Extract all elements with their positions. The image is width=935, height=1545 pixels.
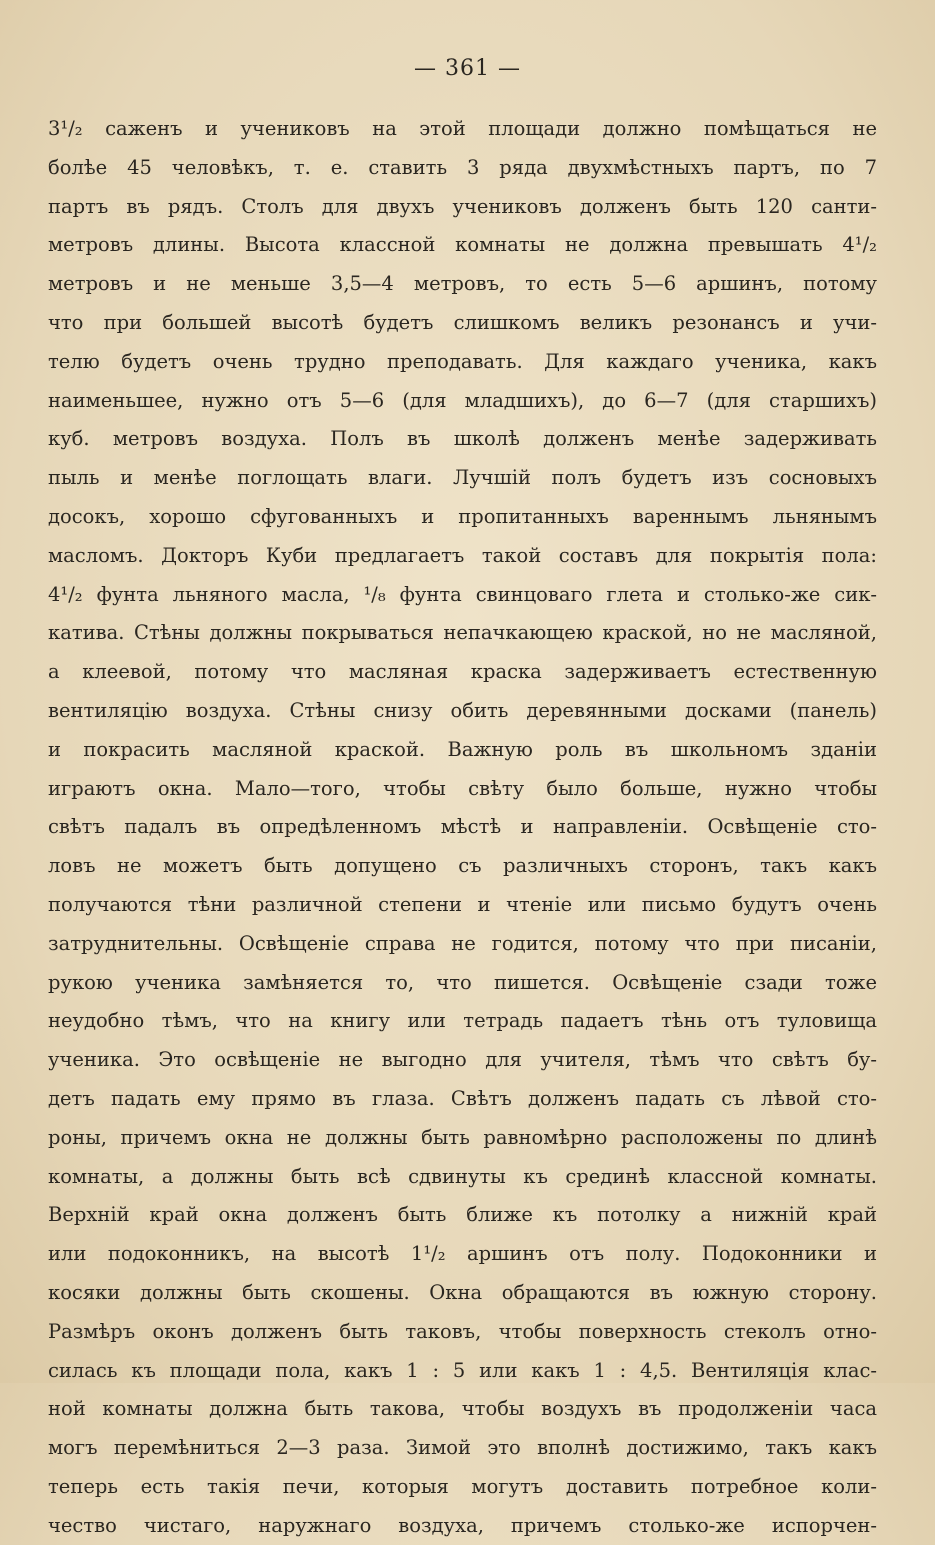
- text-line: свѣтъ падалъ въ опредѣленномъ мѣстѣ и направленіи. Освѣщеніе сто-: [48, 815, 877, 839]
- text-line: телю будетъ очень трудно преподавать. Для каждаго ученика, какъ: [48, 349, 877, 373]
- page-number: — 361 —: [414, 56, 521, 81]
- text-line: и покрасить масляной краской. Важную роль въ школьномъ зданіи: [48, 737, 877, 761]
- text-line: получаются тѣни различной степени и чтеніе или письмо будутъ очень: [48, 892, 877, 916]
- text-line: ной комнаты должна быть такова, чтобы воздухъ въ продолженіи часа: [48, 1397, 877, 1421]
- text-line: ловъ не можетъ быть допущено съ различныхъ сторонъ, такъ какъ: [48, 854, 877, 878]
- text-line: наименьшее, нужно отъ 5—6 (для младшихъ), до 6—7 (для старшихъ): [48, 388, 877, 412]
- text-line: а клеевой, потому что масляная краска задерживаетъ естественную: [48, 660, 877, 684]
- text-line: теперь есть такія печи, которыя могутъ доставить потребное коли-: [48, 1474, 877, 1498]
- text-line: ученика. Это освѣщеніе не выгодно для учителя, тѣмъ что свѣтъ бу-: [48, 1048, 877, 1072]
- text-line: или подоконникъ, на высотѣ 1¹/₂ аршинъ отъ полу. Подоконники и: [48, 1242, 877, 1266]
- text-line: роны, причемъ окна не должны быть равномѣрно расположены по длинѣ: [48, 1125, 877, 1149]
- text-line: могъ перемѣниться 2—3 раза. Зимой это вполнѣ достижимо, такъ какъ: [48, 1436, 877, 1460]
- text-line: катива. Стѣны должны покрываться непачкающею краской, но не масляной,: [48, 621, 877, 645]
- text-line: Размѣръ оконъ долженъ быть таковъ, чтобы поверхность стеколъ отно-: [48, 1319, 877, 1343]
- text-line: чество чистаго, наружнаго воздуха, причемъ столько-же испорчен-: [48, 1513, 877, 1537]
- text-line: вентиляцію воздуха. Стѣны снизу обить деревянными досками (панель): [48, 698, 877, 722]
- text-line: метровъ и не меньше 3,5—4 метровъ, то есть 5—6 аршинъ, потому: [48, 272, 877, 296]
- text-line: рукою ученика замѣняется то, что пишется. Освѣщеніе сзади тоже: [48, 970, 877, 994]
- text-line: что при большей высотѣ будетъ слишкомъ великъ резонансъ и учи-: [48, 310, 877, 334]
- text-line: куб. метровъ воздуха. Полъ въ школѣ долженъ менѣе задерживать: [48, 427, 877, 451]
- text-line: играютъ окна. Мало—того, чтобы свѣту было больше, нужно чтобы: [48, 776, 877, 800]
- text-line: неудобно тѣмъ, что на книгу или тетрадь падаетъ тѣнь отъ туловища: [48, 1009, 877, 1033]
- text-line: партъ въ рядъ. Столъ для двухъ учениковъ долженъ быть 120 санти-: [48, 194, 877, 218]
- text-line: детъ падать ему прямо въ глаза. Свѣтъ долженъ падать съ лѣвой сто-: [48, 1086, 877, 1110]
- text-line: масломъ. Докторъ Куби предлагаетъ такой составъ для покрытія пола:: [48, 543, 877, 567]
- text-line: метровъ длины. Высота классной комнаты не должна превышать 4¹/₂: [48, 233, 877, 257]
- body-text: [48, 110, 877, 1545]
- text-line: болѣе 45 человѣкъ, т. е. ставить 3 ряда двухмѣстныхъ партъ, по 7: [48, 155, 877, 179]
- text-line: затруднительны. Освѣщеніе справа не годится, потому что при писаніи,: [48, 931, 877, 955]
- text-line: Верхній край окна долженъ быть ближе къ потолку а нижній край: [48, 1203, 877, 1227]
- text-line: силась къ площади пола, какъ 1 : 5 или какъ 1 : 4,5. Вентиляція клас-: [48, 1358, 877, 1382]
- text-line: 4¹/₂ фунта льняного масла, ¹/₈ фунта свинцоваго глета и столько-же сик-: [48, 582, 877, 606]
- text-line: пыль и менѣе поглощать влаги. Лучшій полъ будетъ изъ сосновыхъ: [48, 466, 877, 490]
- text-line: 3¹/₂ саженъ и учениковъ на этой площади должно помѣщаться не: [48, 117, 877, 140]
- text-line: досокъ, хорошо сфугованныхъ и пропитанныхъ вареннымъ льнянымъ: [48, 504, 877, 528]
- text-line: косяки должны быть скошены. Окна обращаются въ южную сторону.: [48, 1280, 877, 1304]
- text-line: комнаты, а должны быть всѣ сдвинуты къ срединѣ классной комнаты.: [48, 1164, 877, 1188]
